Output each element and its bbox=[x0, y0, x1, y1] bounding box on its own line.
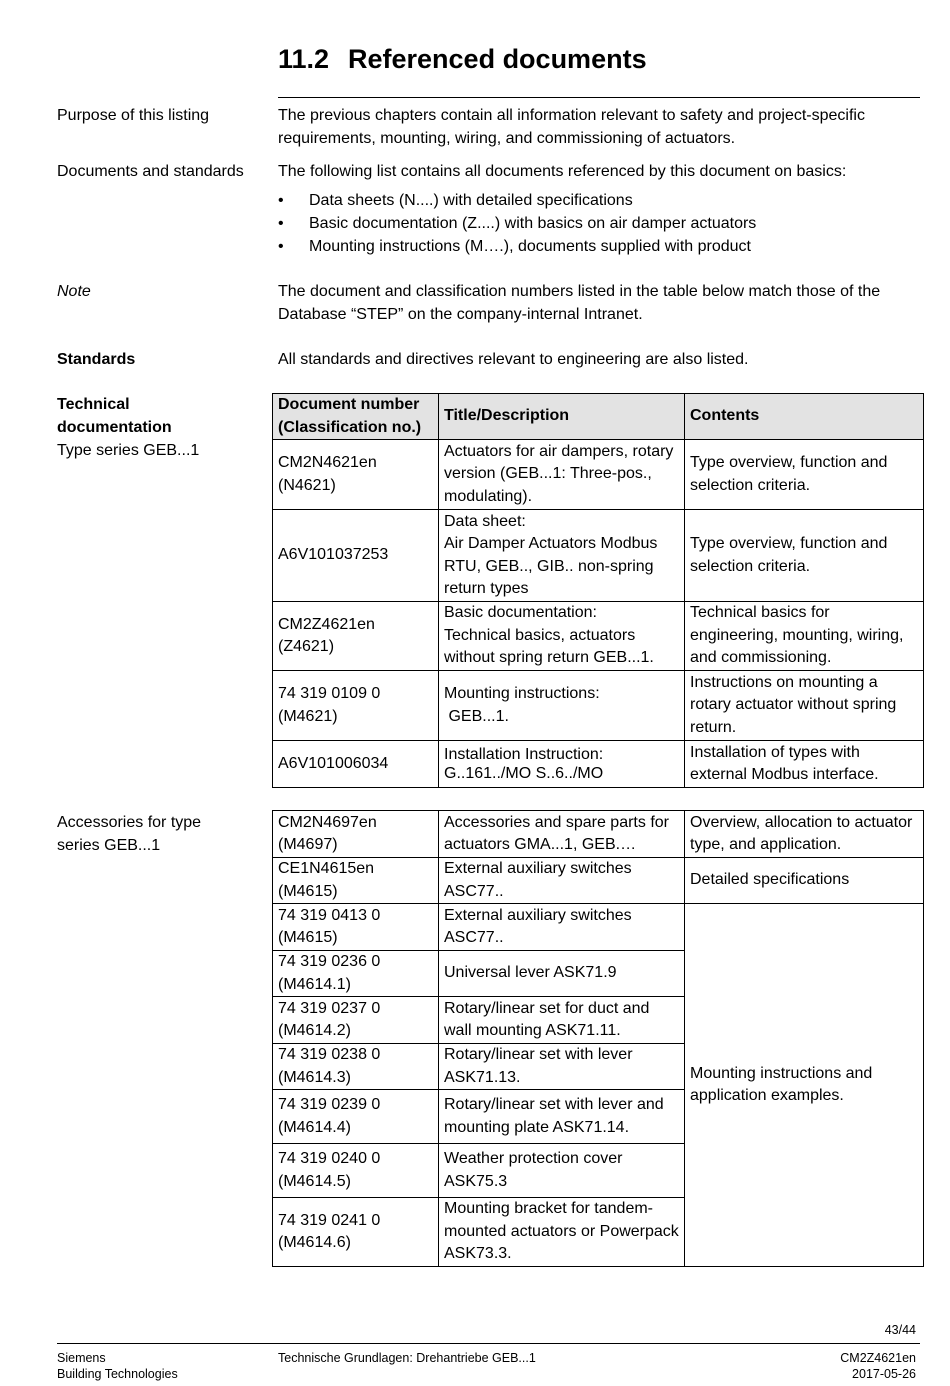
classification-number: (M4614.3) bbox=[278, 1068, 351, 1086]
title-cell: Rotary/linear set for duct and wall mounting ASK71.11. bbox=[439, 997, 685, 1044]
standards-text: All standards and directives relevant to engineering are also listed. bbox=[278, 351, 749, 368]
title-cell: Basic documentation: Technical basics, actuators without spring return GEB...1. bbox=[439, 602, 685, 671]
contents-cell: Installation of types with external Modbus interface. bbox=[685, 741, 924, 788]
doc-number: CM2N4697en bbox=[278, 813, 377, 831]
contents-cell: Type overview, function and selection criteria. bbox=[685, 440, 924, 510]
table-row bbox=[273, 904, 924, 951]
doc-number: 74 319 0236 0 bbox=[278, 953, 381, 970]
contents-cell: Technical basics for engineering, mounting, wiring, and commissioning. bbox=[685, 602, 924, 671]
doc-number: CM2Z4621en bbox=[278, 615, 375, 633]
company-name: Siemens bbox=[57, 1351, 106, 1365]
footer-doc-title: Technische Grundlagen: Drehantriebe GEB...1 bbox=[278, 1351, 536, 1365]
heading-rule bbox=[278, 97, 920, 98]
doc-number: A6V101006034 bbox=[278, 754, 389, 772]
doc-number: 74 319 0239 0 bbox=[278, 1096, 381, 1113]
contents-cell: Type overview, function and selection criteria. bbox=[685, 510, 924, 602]
title-cell: Accessories and spare parts for actuators GMA...1, GEB.… bbox=[439, 811, 685, 858]
title-cell: Installation Instruction: G..161../MO S..6../MO bbox=[439, 741, 685, 788]
technical-documentation-table bbox=[272, 393, 924, 788]
doc-number-cell bbox=[273, 1090, 439, 1144]
title-cell: Weather protection cover ASK75.3 bbox=[439, 1144, 685, 1198]
title-cell: External auxiliary switches ASC77.. bbox=[439, 858, 685, 904]
contents-merged-cell: Mounting instructions and application examples. bbox=[685, 904, 924, 1267]
accessories-label-line2: series GEB...1 bbox=[57, 837, 161, 854]
contents-cell: Overview, allocation to actuator type, and application. bbox=[685, 811, 924, 858]
table-row bbox=[273, 510, 924, 602]
doc-number: 74 319 0241 0 bbox=[278, 1211, 381, 1229]
note-label: Note bbox=[57, 283, 91, 300]
doc-number-cell bbox=[273, 997, 439, 1044]
classification-number: (M4615) bbox=[278, 929, 338, 946]
purpose-text: The previous chapters contain all information relevant to safety and project-specific requirements, mounting, wiring, and commissioning of actuators. bbox=[278, 107, 865, 147]
doc-number: CE1N4615en bbox=[278, 860, 375, 877]
title-cell: Data sheet: Air Damper Actuators Modbus RTU, GEB.., GIB.. non-spring return types bbox=[439, 510, 685, 602]
classification-number: (N4621) bbox=[278, 476, 336, 494]
contents-cell: Instructions on mounting a rotary actuator without spring return. bbox=[685, 671, 924, 741]
doc-number: CM2Z4621en bbox=[840, 1351, 916, 1365]
table-row bbox=[273, 671, 924, 741]
doc-number-cell bbox=[273, 811, 439, 858]
title-cell: Rotary/linear set with lever ASK71.13. bbox=[439, 1044, 685, 1090]
classification-number: (M4615) bbox=[278, 882, 338, 900]
footer-rule bbox=[57, 1343, 920, 1344]
title-cell: Universal lever ASK71.9 bbox=[439, 951, 685, 997]
doc-number-cell bbox=[273, 904, 439, 951]
table-row bbox=[273, 602, 924, 671]
division-name: Building Technologies bbox=[57, 1367, 178, 1381]
accessories-label bbox=[57, 811, 201, 857]
header-contents: Contents bbox=[685, 394, 924, 440]
doc-number-cell bbox=[273, 440, 439, 510]
documents-label: Documents and standards bbox=[57, 163, 244, 180]
page-title bbox=[278, 44, 647, 75]
title-cell: External auxiliary switches ASC77.. bbox=[439, 904, 685, 951]
title-cell: Actuators for air dampers, rotary version (GEB...1: Three-pos., modulating). bbox=[439, 440, 685, 510]
doc-number-cell bbox=[273, 858, 439, 904]
technical-label-line1: Technical bbox=[57, 396, 130, 413]
footer-doc-info bbox=[760, 1350, 916, 1382]
standards-label: Standards bbox=[57, 351, 136, 368]
doc-number-cell bbox=[273, 1044, 439, 1090]
purpose-label: Purpose of this listing bbox=[57, 107, 210, 124]
technical-label-line3: Type series GEB...1 bbox=[57, 442, 200, 459]
doc-number-cell bbox=[273, 602, 439, 671]
doc-number-cell bbox=[273, 741, 439, 788]
classification-number: (M4697) bbox=[278, 836, 338, 853]
technical-label-line2: documentation bbox=[57, 419, 172, 436]
classification-number: (M4614.5) bbox=[278, 1172, 351, 1190]
technical-label bbox=[57, 393, 199, 462]
section-number: 11.2 bbox=[278, 44, 330, 74]
header-title-description: Title/Description bbox=[439, 394, 685, 440]
doc-date: 2017-05-26 bbox=[852, 1367, 916, 1381]
bullet-mounting-instructions: • Mounting instructions (M….), documents supplied with product bbox=[278, 235, 918, 258]
doc-number-cell bbox=[273, 510, 439, 602]
bullet-basic-documentation: • Basic documentation (Z....) with basics on air damper actuators bbox=[278, 212, 918, 235]
doc-number-cell bbox=[273, 1198, 439, 1267]
section-title: Referenced documents bbox=[348, 44, 647, 74]
classification-number: (M4614.6) bbox=[278, 1234, 351, 1251]
documents-text: The following list contains all documents referenced by this document on basics: bbox=[278, 163, 847, 180]
title-cell: Mounting instructions: GEB...1. bbox=[439, 671, 685, 741]
doc-number: 74 319 0240 0 bbox=[278, 1150, 381, 1167]
table-row bbox=[273, 811, 924, 858]
doc-number: 74 319 0413 0 bbox=[278, 906, 381, 924]
table-row bbox=[273, 741, 924, 788]
accessories-label-line1: Accessories for type bbox=[57, 814, 202, 831]
classification-number: (M4614.1) bbox=[278, 975, 351, 993]
classification-number: (M4621) bbox=[278, 707, 338, 725]
note-text: The document and classification numbers listed in the table below match those of the Database “STEP” on the company-internal Intranet. bbox=[278, 283, 881, 323]
footer-company bbox=[57, 1350, 178, 1382]
classification-number: (M4614.4) bbox=[278, 1118, 351, 1136]
table-row bbox=[273, 440, 924, 510]
doc-number: A6V101037253 bbox=[278, 546, 389, 564]
title-cell: Mounting bracket for tandem-mounted actuators or Powerpack ASK73.3. bbox=[439, 1198, 685, 1267]
table-header-row bbox=[273, 394, 924, 440]
doc-number-cell bbox=[273, 1144, 439, 1198]
doc-number: 74 319 0237 0 bbox=[278, 999, 381, 1017]
doc-number: 74 319 0109 0 bbox=[278, 685, 381, 702]
header-document-number: Document number (Classification no.) bbox=[273, 394, 439, 440]
table-row bbox=[273, 858, 924, 904]
accessories-table bbox=[272, 810, 924, 1267]
contents-cell: Detailed specifications bbox=[685, 858, 924, 904]
doc-number: CM2N4621en bbox=[278, 454, 377, 471]
page-number: 43/44 bbox=[884, 1323, 916, 1337]
classification-number: (M4614.2) bbox=[278, 1022, 351, 1039]
documents-bullet-list bbox=[278, 189, 918, 258]
title-cell: Rotary/linear set with lever and mounting plate ASK71.14. bbox=[439, 1090, 685, 1144]
doc-number: 74 319 0238 0 bbox=[278, 1046, 381, 1063]
doc-number-cell bbox=[273, 671, 439, 741]
bullet-data-sheets: • Data sheets (N....) with detailed specifications bbox=[278, 189, 918, 212]
classification-number: (Z4621) bbox=[278, 638, 335, 655]
doc-number-cell bbox=[273, 951, 439, 997]
